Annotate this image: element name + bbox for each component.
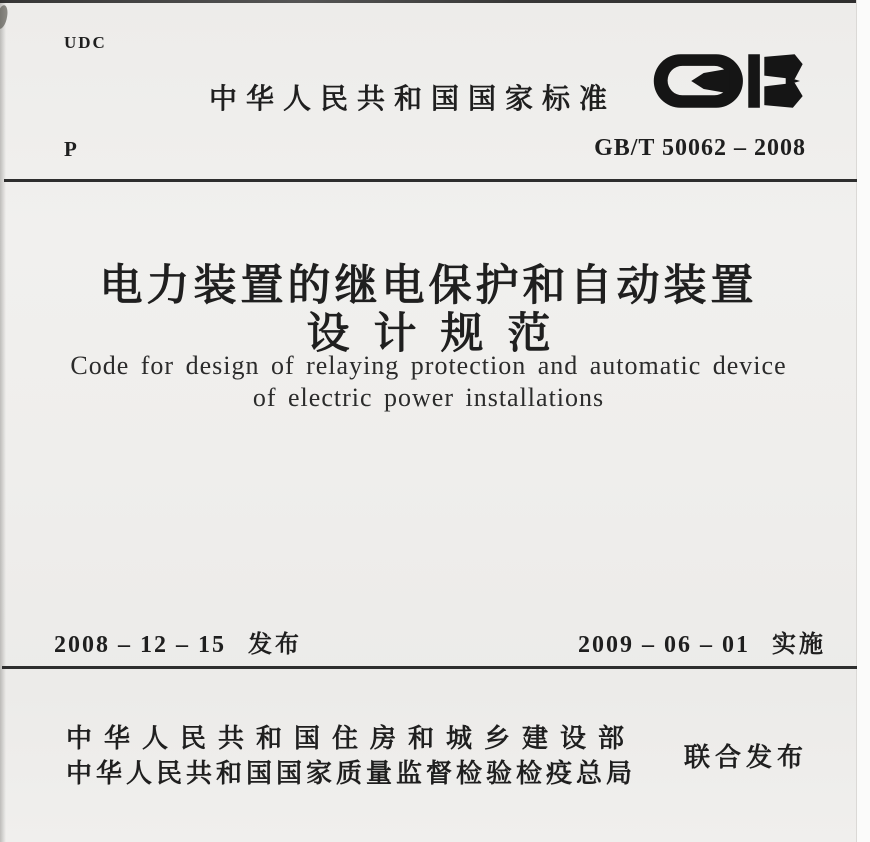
doc-class-label: P bbox=[64, 137, 77, 161]
issue-date: 2008 – 12 – 15 bbox=[54, 632, 226, 658]
title-cn-line1: 电力装置的继电保护和自动装置 bbox=[99, 263, 758, 310]
udc-label: UDC bbox=[64, 33, 107, 52]
footer-divider bbox=[2, 666, 857, 669]
publishers-block bbox=[66, 725, 808, 786]
implement-date-group bbox=[578, 624, 826, 659]
scan-edge-top bbox=[0, 0, 857, 3]
gb-logo-icon bbox=[652, 50, 808, 112]
title-cn-line2: 设计规范 bbox=[306, 311, 575, 358]
title-en-line1: Code for design of relaying protection and automatic device bbox=[70, 351, 787, 380]
publisher-line1: 中华人民共和国住房和城乡建设部 bbox=[66, 723, 637, 753]
title-en-line2: of electric power installations bbox=[252, 383, 605, 412]
national-standard-heading: 中华人民共和国国家标准 bbox=[209, 83, 617, 114]
dates-row bbox=[54, 624, 826, 659]
issue-label: 发布 bbox=[248, 631, 302, 658]
scan-edge-left bbox=[0, 0, 6, 842]
implement-label: 实施 bbox=[772, 631, 826, 658]
issue-date-group bbox=[54, 624, 302, 659]
scan-strip-right bbox=[856, 0, 870, 842]
publisher-line2: 中华人民共和国国家质量监督检验检疫总局 bbox=[66, 758, 637, 788]
implement-date: 2009 – 06 – 01 bbox=[578, 632, 750, 658]
standard-number: GB/T 50062 – 2008 bbox=[594, 135, 806, 161]
publisher-names bbox=[66, 725, 636, 786]
joint-release-label: 联合发布 bbox=[683, 742, 808, 772]
header-divider bbox=[4, 179, 857, 182]
